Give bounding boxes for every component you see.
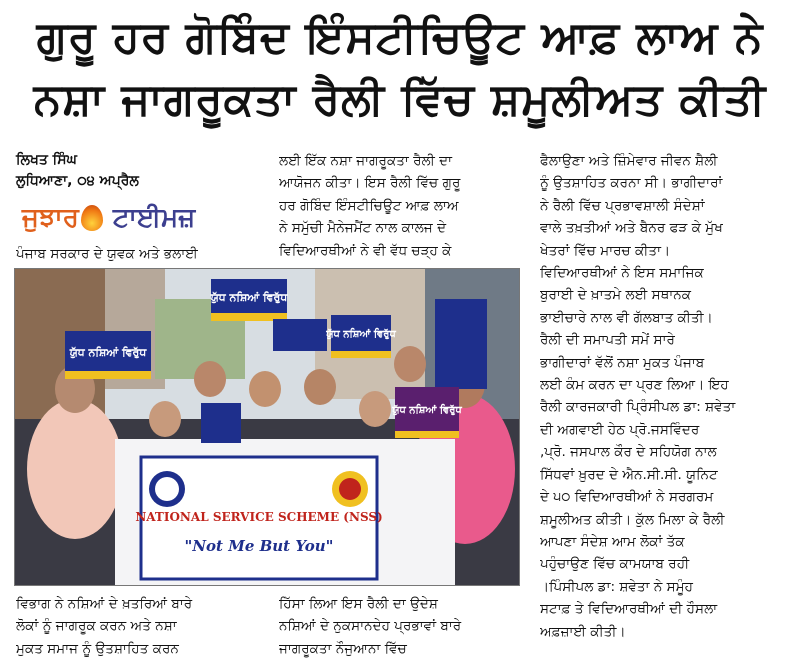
flame-icon <box>81 205 103 231</box>
text-line: ਲੋਕਾਂ ਨੂੰ ਜਾਗਰੂਕ ਕਰਨ ਅਤੇ ਨਸ਼ਾ <box>16 618 177 635</box>
text-line: ਰੈਲੀ ਕਾਰਜਕਾਰੀ ਪ੍ਰਿੰਸੀਪਲ ਡਾ: ਸ਼ਵੇਤਾ <box>540 399 736 416</box>
text-line: ਨਸ਼ਿਆਂ ਦੇ ਨੁਕਸਾਨਦੇਹ ਪ੍ਰਭਾਵਾਂ ਬਾਰੇ <box>279 618 462 635</box>
text-line: ਭਾਗੀਦਾਰਾਂ ਵੱਲੋਂ ਨਸ਼ਾ ਮੁਕਤ ਪੰਜਾਬ <box>540 354 705 371</box>
text-line: ਭਾਈਚਾਰੇ ਨਾਲ ਵੀ ਗੱਲਬਾਤ ਕੀਤੀ। <box>540 309 713 326</box>
dateline: ਲੁਧਿਆਣਾ, ੦੪ ਅਪ੍ਰੈਲ <box>16 173 139 189</box>
placard-text-3: ਯੁੱਧ ਨਸ਼ਿਆਂ ਵਿਰੁੱਧ <box>326 329 396 340</box>
text-line: ਸ਼ਮੂਲੀਅਤ ਕੀਤੀ। ਕੁੱਲ ਮਿਲਾ ਕੇ ਰੈਲੀ <box>540 511 725 528</box>
headline-line-1: ਗੁਰੂ ਹਰ ਗੋਬਿੰਦ ਇੰਸਟੀਚਿਊਟ ਆਫ਼ ਲਾਅ ਨੇ <box>36 12 764 63</box>
text-line: ਵਿਦਿਆਰਥੀਆਂ ਨੇ ਇਸ ਸਮਾਜਿਕ <box>540 265 704 282</box>
banner-line-2: "Not Me But You" <box>184 537 334 555</box>
banner-line-1: NATIONAL SERVICE SCHEME (NSS) <box>135 510 383 524</box>
text-line: ਲਈ ਇੱਕ ਨਸ਼ਾ ਜਾਗਰੂਕਤਾ ਰੈਲੀ ਦਾ <box>279 153 453 169</box>
text-line: ਆਯੋਜਨ ਕੀਤਾ। ਇਸ ਰੈਲੀ ਵਿੱਚ ਗੁਰੂ <box>279 175 461 192</box>
text-line: ਦੇ ੫੦ ਵਿਦਿਆਰਥੀਆਂ ਨੇ ਸਰਗਰਮ <box>540 489 714 506</box>
placard-text-2: ਯੁੱਧ ਨਸ਼ਿਆਂ ਵਿਰੁੱਧ <box>69 346 147 359</box>
rally-photo <box>14 268 520 586</box>
text-line: ਪਹੁੰਚਾਉਣ ਵਿੱਚ ਕਾਮਯਾਬ ਰਹੀ <box>540 556 690 573</box>
text-line: ਰੈਲੀ ਦੀ ਸਮਾਪਤੀ ਸਮੇਂ ਸਾਰੇ <box>540 332 675 349</box>
logo-part-2: ਟਾਈਮਜ਼ <box>112 202 196 233</box>
text-line: ਮੁਕਤ ਸਮਾਜ ਨੂੰ ਉਤਸ਼ਾਹਿਤ ਕਰਨ <box>16 640 179 657</box>
text-line: ਪੰਜਾਬ ਸਰਕਾਰ ਦੇ ਯੁਵਕ ਅਤੇ ਭਲਾਈ <box>16 246 198 262</box>
author: ਲਿਖਤ ਸਿੰਘ <box>16 152 77 168</box>
text-line: ਹਰ ਗੋਬਿੰਦ ਇੰਸਟੀਚਿਊਟ ਆਫ਼ ਲਾਅ <box>279 197 459 214</box>
text-line: ਜਾਗਰੂਕਤਾ ਨੌਜੁਆਨਾ ਵਿੱਚ <box>279 640 407 657</box>
text-line: ਵਿਭਾਗ ਨੇ ਨਸ਼ਿਆਂ ਦੇ ਖ਼ਤਰਿਆਂ ਬਾਰੇ <box>16 596 193 612</box>
column-1-bottom <box>16 593 266 660</box>
text-line: ਬੁਰਾਈ ਦੇ ਖ਼ਾਤਮੇ ਲਈ ਸਥਾਨਕ <box>540 287 692 304</box>
text-line: ਵਿਦਿਆਰਥੀਆਂ ਨੇ ਵੀ ਵੱਧ ਚੜ੍ਹ ਕੇ <box>279 242 452 259</box>
text-line: ।ਪਿੰਸੀਪਲ ਡਾ: ਸ਼ਵੇਤਾ ਨੇ ਸਮੂੰਹ <box>540 578 693 595</box>
logo-part-1: ਜੁਝਾਰ <box>22 202 79 233</box>
text-line: ਫੈਲਾਉਣਾ ਅਤੇ ਜ਼ਿੰਮੇਵਾਰ ਜੀਵਨ ਸ਼ੈਲੀ <box>540 153 718 169</box>
text-line: ਸਿੱਧਵਾਂ ਖ਼ੁਰਦ ਦੇ ਐਨ.ਸੀ.ਸੀ. ਯੂਨਿਟ <box>540 466 718 483</box>
column-2-top <box>279 150 519 262</box>
newspaper-logo <box>22 196 244 240</box>
placard-text-1: ਯੁੱਧ ਨਸ਼ਿਆਂ ਵਿਰੁੱਧ <box>210 291 288 304</box>
text-line: ਅਫ਼ਜ਼ਾਈ ਕੀਤੀ। <box>540 623 626 640</box>
column-2-bottom <box>279 593 519 660</box>
placard-text-4: ਯੁੱਧ ਨਸ਼ਿਆਂ ਵਿਰੁੱਧ <box>392 405 462 416</box>
text-line: ਨੇ ਰੈਲੀ ਵਿੱਚ ਪ੍ਰਭਾਵਸ਼ਾਲੀ ਸੰਦੇਸ਼ਾਂ <box>540 197 705 214</box>
text-line: ਸਟਾਫ਼ ਤੇ ਵਿਦਿਆਰਥੀਆਂ ਦੀ ਹੌਸਲਾ <box>540 601 718 618</box>
headline-line-2: ਨਸ਼ਾ ਜਾਗਰੂਕਤਾ ਰੈਲੀ ਵਿੱਚ ਸ਼ਮੂਲੀਅਤ ਕੀਤੀ <box>33 74 767 125</box>
text-line: ਲਈ ਕੰਮ ਕਰਨ ਦਾ ਪ੍ਰਣ ਲਿਆ। ਇਹ <box>540 377 729 394</box>
byline <box>16 150 139 192</box>
column-1-top <box>16 243 266 265</box>
text-line: ਖੇਤਰਾਂ ਵਿੱਚ ਮਾਰਚ ਕੀਤਾ। <box>540 242 671 259</box>
text-line: ,ਪ੍ਰੋ. ਜਸਪਾਲ ਕੌਰ ਦੇ ਸਹਿਯੋਗ ਨਾਲ <box>540 444 717 461</box>
text-line: ਵਾਲੇ ਤਖ਼ਤੀਆਂ ਅਤੇ ਬੈਨਰ ਫੜ ਕੇ ਮੁੱਖ <box>540 220 723 237</box>
text-line: ਆਪਣਾ ਸੰਦੇਸ਼ ਆਮ ਲੋਕਾਂ ਤੱਕ <box>540 533 685 550</box>
text-line: ਦੀ ਅਗਵਾਈ ਹੇਠ ਪ੍ਰੋ.ਜਸਵਿੰਦਰ <box>540 421 700 438</box>
column-3 <box>540 150 786 643</box>
text-line: ਨੇ ਸਮੁੱਚੀ ਮੈਨੇਜਮੈਂਟ ਨਾਲ ਕਾਲਜ ਦੇ <box>279 220 447 237</box>
text-line: ਨੂੰ ਉਤਸ਼ਾਹਿਤ ਕਰਨਾ ਸੀ। ਭਾਗੀਦਾਰਾਂ <box>540 175 723 192</box>
text-line: ਹਿੱਸਾ ਲਿਆ ਇਸ ਰੈਲੀ ਦਾ ਉਦੇਸ਼ <box>279 596 438 612</box>
